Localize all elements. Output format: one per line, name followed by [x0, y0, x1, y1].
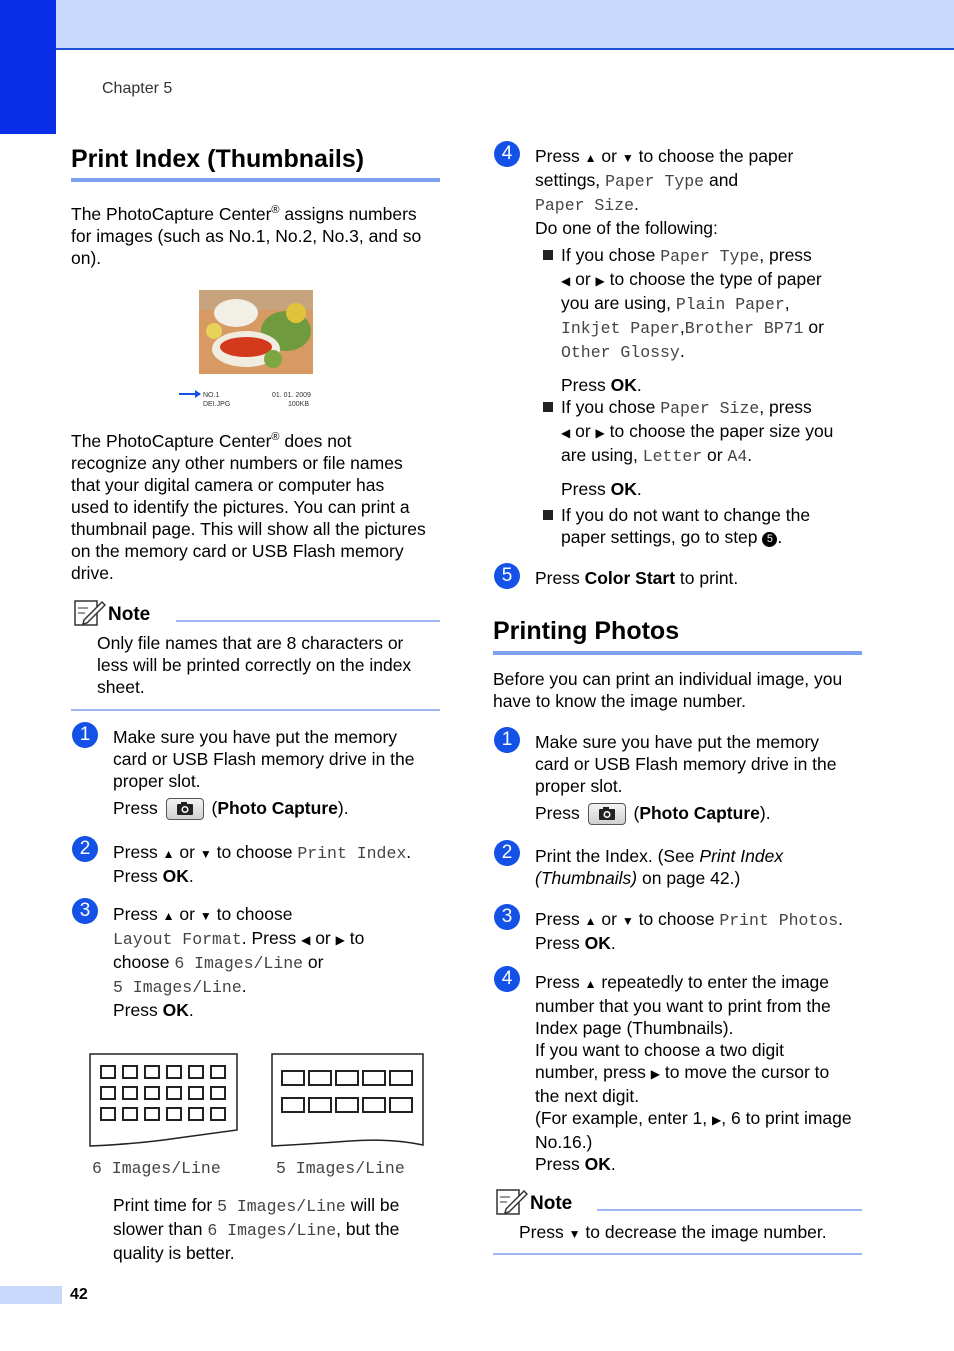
header-band [56, 0, 954, 50]
down-arrow-icon: ▼ [199, 847, 212, 861]
print-step3-text: Press ▲ or ▼ to choose Print Photos. Press OK. [535, 909, 844, 953]
step-number: 3 [494, 904, 520, 930]
step5-text: Press Color Start to print. [535, 568, 739, 588]
right-arrow-icon: ▶ [335, 933, 345, 947]
step-number: 3 [72, 898, 98, 924]
down-arrow-icon: ▼ [199, 909, 212, 923]
bullet-paper-type: If you chose Paper Type, press ◀ or ▶ to choose the type of paper you are using, Plain Paper, Inkjet Paper,Brother BP71 or Other Glossy. Press OK. [561, 245, 824, 395]
chapter-label: Chapter 5 [102, 80, 173, 97]
camera-icon [598, 806, 616, 821]
page-number: 42 [70, 1286, 88, 1303]
down-arrow-icon: ▼ [621, 151, 634, 165]
layout-5-images-illustration [270, 1052, 426, 1152]
up-arrow-icon: ▲ [584, 914, 597, 928]
step1-text: Make sure you have put the memory card or USB Flash memory drive in the proper slot. Press (Photo Capture). [113, 726, 453, 820]
thumb-date: 01. 01. 2009 [272, 392, 311, 399]
step-number: 5 [494, 563, 520, 589]
step-number: 2 [72, 836, 98, 862]
right-arrow-icon: ▶ [650, 1067, 660, 1081]
print-time-paragraph: Print time for 5 Images/Line will be slower than 6 Images/Line, but the quality is better. [113, 1195, 400, 1263]
up-arrow-icon: ▲ [162, 847, 175, 861]
right-arrow-icon: ▶ [595, 426, 605, 440]
left-arrow-icon: ◀ [561, 426, 571, 440]
step-number: 1 [494, 727, 520, 753]
bullet [543, 250, 553, 260]
note-top-rule [597, 1209, 862, 1211]
note-pencil-icon [72, 598, 106, 628]
up-arrow-icon: ▲ [584, 151, 597, 165]
print-step4-text: Press ▲ repeatedly to enter the image number that you want to print from the Index page (Thumbnails). If you want to choose a two digit number, press ▶ to move the cursor to the next digit. (For example, enter 1, ▶, 6 to print image No.16.) Press OK. [535, 972, 852, 1174]
up-arrow-icon: ▲ [584, 977, 597, 991]
title-rule [493, 651, 862, 655]
photo-capture-button[interactable] [166, 798, 204, 820]
down-arrow-icon: ▼ [568, 1227, 581, 1241]
layout-6-label: 6 Images/Line [92, 1159, 221, 1178]
layout-5-label: 5 Images/Line [276, 1159, 405, 1178]
print-step2-text: Print the Index. (See Print Index (Thumbnails) on page 42.) [535, 846, 784, 888]
left-arrow-icon: ◀ [301, 933, 311, 947]
thumbnail-photo [176, 289, 316, 411]
section-title-print-index: Print Index (Thumbnails) [71, 145, 365, 173]
note-top-rule [176, 620, 440, 622]
thumb-size: 100KB [288, 401, 310, 408]
bullet [543, 402, 553, 412]
note-title: Note [108, 604, 151, 625]
printing-intro: Before you can print an individual image, you have to know the image number. [493, 669, 843, 711]
camera-icon [176, 801, 194, 816]
intro-paragraph: The PhotoCapture Center® assigns numbers for images (such as No.1, No.2, No.3, and so on). [71, 203, 422, 268]
step2-text: Press ▲ or ▼ to choose Print Index. Press OK. [113, 842, 412, 886]
note-text: Only file names that are 8 characters or less will be printed correctly on the index sheet. [97, 633, 412, 697]
right-arrow-icon: ▶ [712, 1113, 722, 1127]
thumb-name1: NO.1 [203, 392, 220, 399]
thumbnail-illustration [176, 289, 316, 411]
step4-text: Press ▲ or ▼ to choose the paper settings, Paper Type and Paper Size. Do one of the following: [535, 146, 794, 238]
note-title: Note [530, 1193, 573, 1214]
cross-reference-link[interactable]: Print Index [699, 846, 784, 866]
down-arrow-icon: ▼ [621, 914, 634, 928]
section-title-printing-photos: Printing Photos [493, 617, 680, 645]
note-bottom-rule [71, 709, 440, 711]
photo-capture-button[interactable] [588, 803, 626, 825]
note-text: Press ▼ to decrease the image number. [519, 1222, 827, 1242]
left-arrow-icon: ◀ [561, 274, 571, 288]
print-step1-text: Make sure you have put the memory card or USB Flash memory drive in the proper slot. Press (Photo Capture). [535, 731, 875, 825]
numbering-paragraph: The PhotoCapture Center® does not recognize any other numbers or file names that your digital camera or computer has used to identify the pictures. You can print a thumbnail page. This will show all the pictures on the memory card or USB Flash memory drive. [71, 430, 426, 583]
step-number: 2 [494, 840, 520, 866]
chapter-tab [0, 0, 56, 134]
bullet-paper-size: If you chose Paper Size, press ◀ or ▶ to choose the paper size you are using, Letter or A4. Press OK. [561, 397, 834, 499]
thumb-name2: DEI.JPG [203, 401, 231, 408]
right-arrow-icon: ▶ [595, 274, 605, 288]
layout-6-images-illustration [88, 1052, 240, 1152]
page-number-band [0, 1286, 62, 1304]
step-number: 4 [494, 966, 520, 992]
title-rule [71, 178, 440, 182]
note-bottom-rule [493, 1253, 862, 1255]
bullet [543, 510, 553, 520]
step-number: 4 [494, 141, 520, 167]
note-pencil-icon [494, 1187, 528, 1217]
bullet-no-change: If you do not want to change the paper settings, go to step 5 . [561, 505, 811, 547]
step-number: 1 [72, 722, 98, 748]
up-arrow-icon: ▲ [162, 909, 175, 923]
step3-text: Press ▲ or ▼ to choose Layout Format. Press ◀ or ▶ to choose 6 Images/Line or 5 Images/Line. Press OK. [113, 904, 365, 1020]
